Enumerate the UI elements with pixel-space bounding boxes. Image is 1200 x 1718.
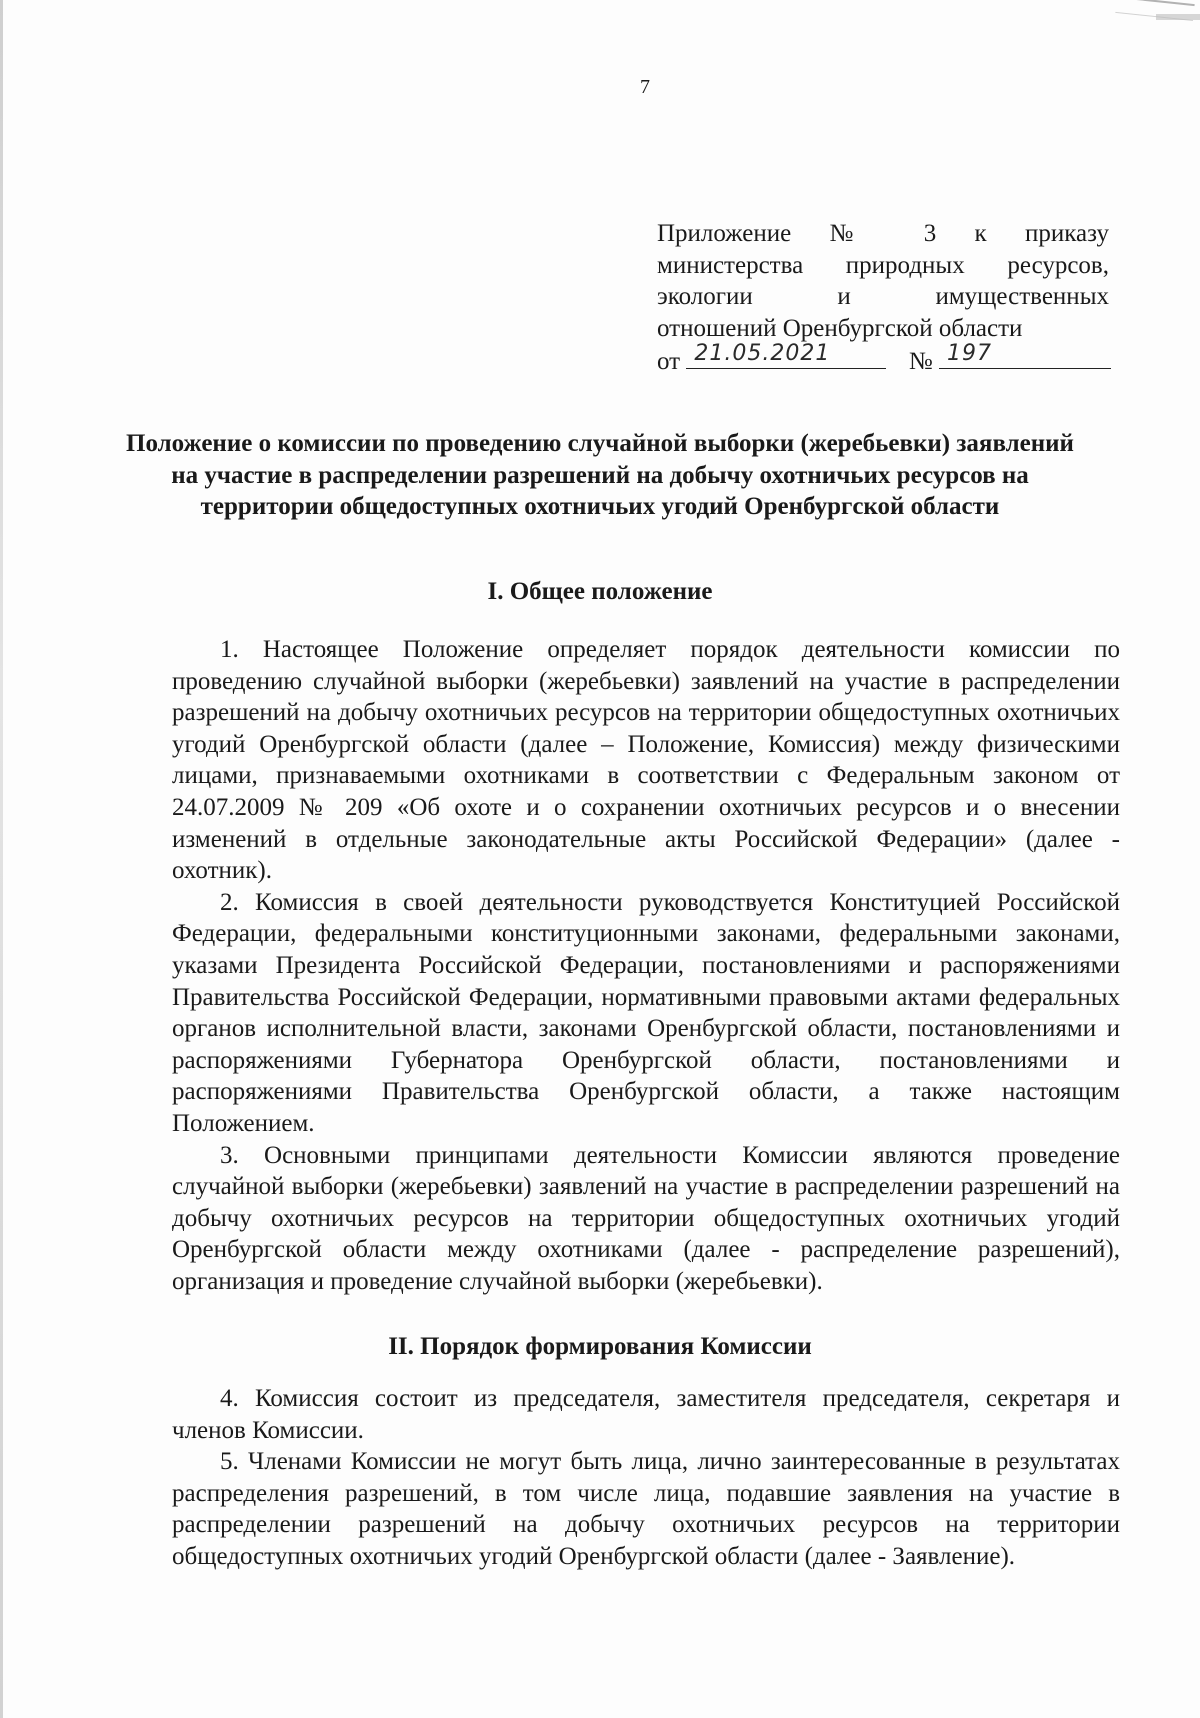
page-number: 7 xyxy=(640,76,650,98)
handwritten-number: 197 xyxy=(946,341,992,366)
document-title: Положение о комиссии по проведению случайной выборки (жеребьевки) заявлений на участие в распределении разрешений на добычу охотничьих ресурсов на территории общедоступных охотничьих угодий Оренбургской области xyxy=(126,430,1074,520)
scan-artifact-2 xyxy=(1156,14,1200,20)
appendix-header xyxy=(657,218,1109,376)
section-1-body xyxy=(172,634,1120,1297)
date-prefix: от xyxy=(657,348,681,375)
order-date-number-row xyxy=(657,341,1109,376)
paragraph-5: 5. Членами Комиссии не могут быть лица, лично заинтересованные в результатах распределения разрешений, в том числе лица, подавшие заявления на участие в распределении разрешений на добычу охотничьих ресурсов на территории общедоступных охотничьих угодий Оренбургской области (далее - Заявление). xyxy=(172,1448,1120,1570)
paragraph-3: 3. Основными принципами деятельности Комиссии являются проведение случайной выборки (жеребьевки) заявлений на участие в распределении разрешений на добычу охотничьих ресурсов на территории общедоступных охотничьих угодий Оренбургской области между охотниками (далее - распределение разрешений), организация и проведение случайной выборки (жеребьевки). xyxy=(172,1141,1120,1295)
paragraph-2: 2. Комиссия в своей деятельности руководствуется Конституцией Российской Федерации, федеральными конституционными законами, федеральными законами, указами Президента Российской Федерации, постановлениями и распоряжениями Правительства Российской Федерации, нормативными правовыми актами федеральных органов исполнительной власти, законами Оренбургской области, постановлениями и распоряжениями Губернатора Оренбургской области, постановлениями и распоряжениями Правительства Оренбургской области, а также настоящим Положением. xyxy=(172,888,1120,1137)
section-heading-1: I. Общее положение xyxy=(487,578,713,605)
paragraph-4: 4. Комиссия состоит из председателя, заместителя председателя, секретаря и членов Комиссии. xyxy=(172,1385,1120,1444)
section-heading-2: II. Порядок формирования Комиссии xyxy=(388,1333,812,1360)
section-2-body xyxy=(172,1383,1120,1573)
appendix-line-3: экологии и имущественных xyxy=(657,283,1109,310)
scan-left-edge xyxy=(0,0,3,1718)
order-date-field xyxy=(686,341,886,369)
handwritten-date: 21.05.2021 xyxy=(694,341,831,366)
appendix-line-4: отношений Оренбургской области xyxy=(657,314,1023,342)
number-prefix: № xyxy=(908,348,933,375)
appendix-line-1: Приложение № 3 к приказу xyxy=(657,220,1109,247)
appendix-line-2: министерства природных ресурсов, xyxy=(657,251,1109,279)
order-number-field xyxy=(939,341,1111,369)
paragraph-1: 1. Настоящее Положение определяет порядок деятельности комиссии по проведению случайной выборки (жеребьевки) заявлений на участие в распределении разрешений на добычу охотничьих ресурсов на территории общедоступных охотничьих угодий Оренбургской области (далее – Положение, Комиссия) между физическими лицами, признаваемыми охотниками в соответствии с Федеральным законом от 24.07.2009 № 209 «Об охоте и о сохранении охотничьих ресурсов и о внесении изменений в отдельные законодательные акты Российской Федерации» (далее - охотник). xyxy=(172,636,1120,885)
